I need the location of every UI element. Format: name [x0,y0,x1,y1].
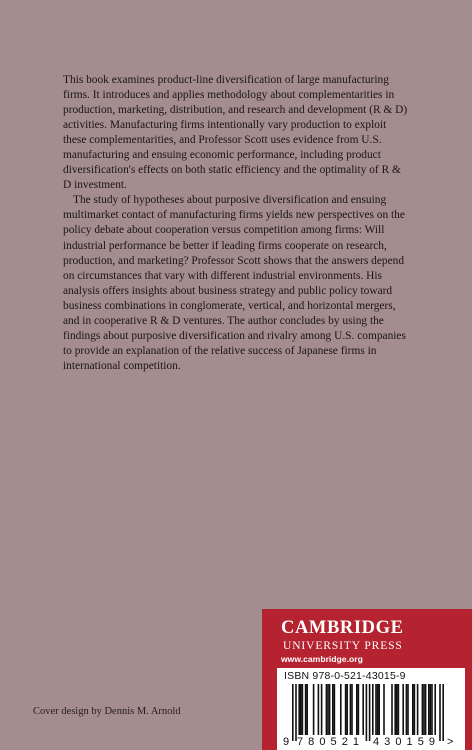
barcode-bar [292,684,294,741]
barcode-trailing-mark: > [447,736,454,748]
barcode-bar [378,684,380,735]
barcode-bar [430,684,432,735]
isbn-label: ISBN 978-0-521-43015-9 [284,670,406,682]
barcode-bar [375,684,377,735]
barcode-bar [358,684,360,735]
barcode-bar [346,684,348,735]
publisher-name: CAMBRIDGE [281,618,404,638]
cover-design-credit: Cover design by Dennis M. Arnold [33,706,181,717]
barcode-bar [329,684,331,735]
barcode-bar [362,684,364,735]
barcode-bar [417,684,419,735]
barcode-bar [414,684,416,735]
barcode-bar [377,684,379,735]
barcode-first-digit: 9 [283,736,290,748]
barcode-bar [305,684,307,735]
barcode-bar [313,684,315,735]
barcode-bar [442,684,444,741]
barcode-bar [366,684,368,741]
barcode-bar [402,684,404,735]
barcode-bar [369,684,371,741]
barcode-bar [428,684,430,735]
barcode-bar [425,684,427,735]
barcode-bar [406,684,408,735]
barcode-bar [423,684,425,735]
blurb-paragraph: The study of hypotheses about purposive diversification and ensuing multimarket contact of manufacturing firms yields new perspectives on the policy debate about cooperation versus competition among firms: Will industrial performance be better if leading firms cooperate on research, production, and marketing? Professor Scott shows that the answers depend on circumstances that vary with different industrial environments. His analysis offers insights about business strategy and public policy toward business combinations in conglomerate, vertical, and horizontal mergers, and in cooperative R & D ventures. The author concludes by using the findings about purposive diversification and rivalry among U.S. companies to provide an explanation of the relative success of Japanese firms in international competition. [63,194,406,372]
publisher-url: www.cambridge.org [281,654,363,664]
barcode-bar [345,684,347,735]
barcode-bar [407,684,409,735]
publisher-press: UNIVERSITY PRESS [283,640,403,652]
barcode-bar [439,684,441,741]
barcode-bar [398,684,400,735]
barcode-bar [412,684,414,735]
barcode-bar [334,684,336,735]
barcode-bar [295,684,297,741]
barcode-bar [356,684,358,735]
back-cover-blurb [63,73,409,374]
barcode-panel [277,668,465,750]
barcode-bars [292,684,444,741]
barcode-bar [383,684,385,735]
barcode [277,668,465,750]
barcode-bar [306,684,308,735]
barcode-bar [372,684,374,735]
barcode-bar [300,684,302,735]
barcode-bar [327,684,329,735]
barcode-bar [396,684,398,735]
barcode-bar [394,684,396,735]
barcode-bar [321,684,323,735]
barcode-bar [302,684,304,735]
barcode-bar [391,684,393,735]
barcode-right-digits: 430159 [373,736,435,748]
barcode-bar [298,684,300,735]
publisher-block [262,609,472,750]
barcode-bar [351,684,353,735]
barcode-bar [332,684,334,735]
barcode-bar [340,684,342,735]
barcode-bar [434,684,436,735]
barcode-bar [326,684,328,735]
barcode-bar [422,684,424,735]
barcode-left-digits: 780521 [297,736,359,748]
barcode-bar [318,684,320,735]
barcode-bar [431,684,433,735]
barcode-bar [350,684,352,735]
blurb-paragraph: This book examines product-line diversification of large manufacturing firms. It introduces and applies methodology about complementarities in production, marketing, distribution, and research and development (R & D) activities. Manufacturing firms intentionally vary production to exploit these complementarities, and Professor Scott uses evidence from U.S. manufacturing and ensuing economic performance, including product diversification's effects on both static efficiency and the optimality of R & D investment. [63,74,408,192]
